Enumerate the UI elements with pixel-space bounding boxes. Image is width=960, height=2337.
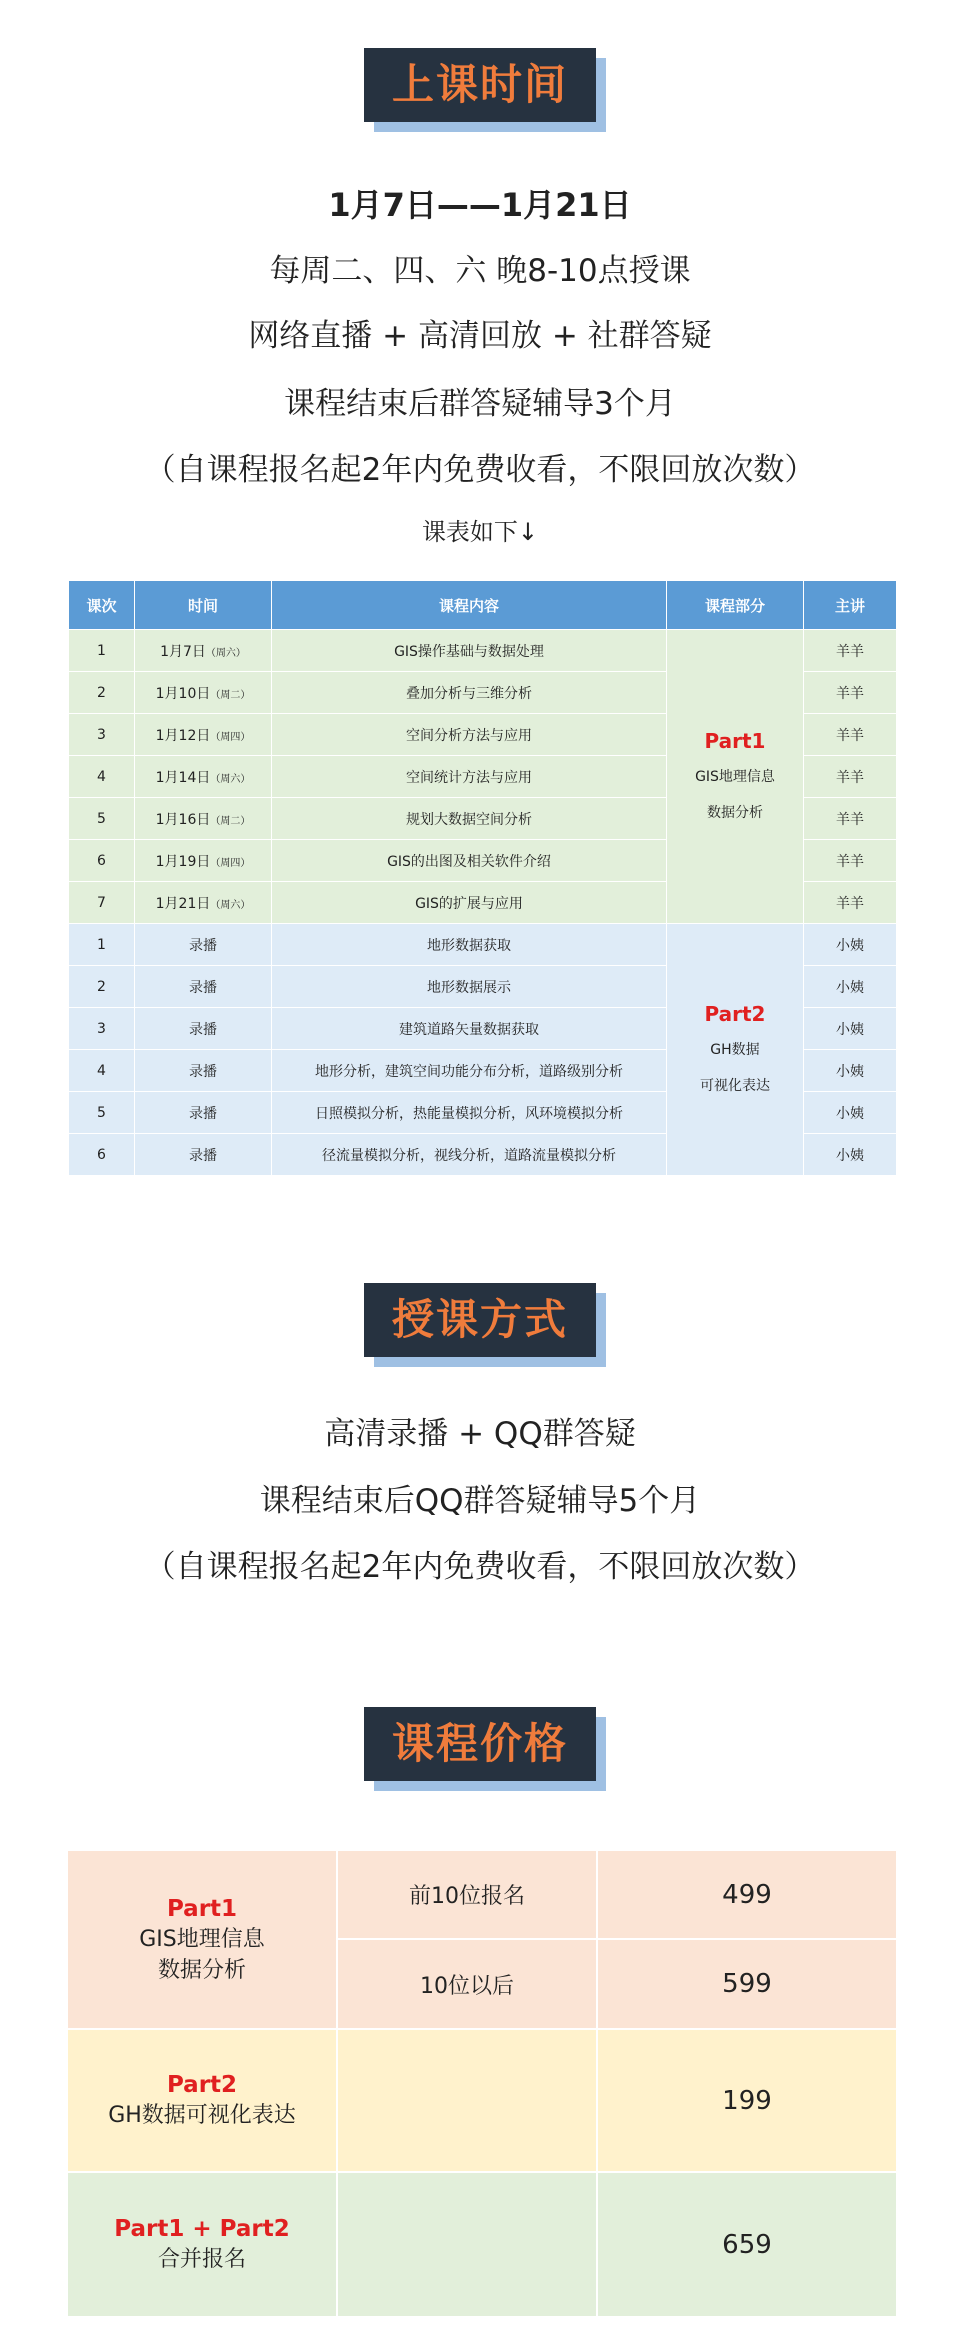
- cell-no: 5: [69, 1092, 135, 1134]
- part2-cell: [667, 924, 804, 1176]
- weekday-text: （周二）: [210, 815, 251, 827]
- cell-no: 5: [69, 798, 135, 840]
- price-option-empty: [338, 2173, 596, 2316]
- cell-teacher: 小姨: [804, 1092, 897, 1134]
- cell-content: 地形数据展示: [272, 966, 667, 1008]
- cell-teacher: 羊羊: [804, 714, 897, 756]
- part-sub: GH数据可视化表达: [108, 2103, 296, 2128]
- cell-no: 2: [69, 672, 135, 714]
- price-table: [68, 1851, 896, 2316]
- price-option: 前10位报名: [338, 1851, 596, 1938]
- cell-date: [135, 798, 272, 840]
- weekday-text: （周四）: [210, 857, 251, 869]
- cell-content: 日照模拟分析，热能量模拟分析，风环境模拟分析: [272, 1092, 667, 1134]
- cell-content: 空间分析方法与应用: [272, 714, 667, 756]
- cell-content: 径流量模拟分析，视线分析，道路流量模拟分析: [272, 1134, 667, 1176]
- cell-date: [135, 630, 272, 672]
- date-text: 1月12日: [155, 727, 211, 744]
- table-row: [69, 924, 897, 966]
- section-title-schedule: [364, 48, 596, 122]
- cell-date: [135, 882, 272, 924]
- weekday-text: （周六）: [210, 899, 251, 911]
- cell-no: 1: [69, 630, 135, 672]
- cell-no: 1: [69, 924, 135, 966]
- cell-content: 地形数据获取: [272, 924, 667, 966]
- section-title-text: 授课方式: [364, 1283, 596, 1357]
- table-intro: 课表如下↓: [421, 518, 539, 546]
- part-sub: 合并报名: [157, 2247, 246, 2272]
- weekday-text: （周六）: [210, 773, 251, 785]
- weekday-text: （周四）: [210, 731, 251, 743]
- col-header: 时间: [135, 581, 272, 630]
- method-line: 高清录播 + QQ群答疑: [324, 1416, 636, 1452]
- method-support-line: 课程结束后QQ群答疑辅导5个月: [259, 1483, 701, 1519]
- price-value: 599: [598, 1940, 896, 2028]
- price-option: 10位以后: [338, 1940, 596, 2028]
- cell-no: 3: [69, 1008, 135, 1050]
- cell-teacher: 羊羊: [804, 756, 897, 798]
- price-value: 199: [598, 2030, 896, 2171]
- part-name: Part1: [166, 1895, 238, 1922]
- cell-content: 地形分析，建筑空间功能分布分析，道路级别分析: [272, 1050, 667, 1092]
- part-sub: 数据分析: [157, 1957, 246, 1983]
- cell-no: 6: [69, 840, 135, 882]
- part-name: Part2: [166, 2072, 238, 2098]
- schedule-table: [68, 580, 897, 1176]
- price-option-empty: [338, 2030, 596, 2171]
- cell-date: [135, 756, 272, 798]
- cell-teacher: 小姨: [804, 1008, 897, 1050]
- cell-teacher: 小姨: [804, 966, 897, 1008]
- part-sub: GH数据: [710, 1041, 760, 1058]
- cell-no: 6: [69, 1134, 135, 1176]
- price-combined-label: [68, 2173, 336, 2316]
- part-sub: GIS地理信息: [139, 1926, 265, 1952]
- date-text: 1月7日: [160, 643, 206, 660]
- cell-content: 空间统计方法与应用: [272, 756, 667, 798]
- section-title-text: 上课时间: [364, 48, 596, 122]
- section-title-text: 课程价格: [364, 1707, 596, 1781]
- cell-no: 2: [69, 966, 135, 1008]
- cell-date: 录播: [135, 1008, 272, 1050]
- date-text: 1月19日: [155, 853, 211, 870]
- cell-no: 4: [69, 1050, 135, 1092]
- cell-teacher: 羊羊: [804, 630, 897, 672]
- col-header: 课程内容: [272, 581, 667, 630]
- cell-teacher: 羊羊: [804, 882, 897, 924]
- part1-cell: [667, 630, 804, 924]
- date-range: 1月7日——1月21日: [328, 186, 632, 224]
- date-text: 1月10日: [155, 685, 211, 702]
- cell-no: 7: [69, 882, 135, 924]
- delivery-line: 网络直播 + 高清回放 + 社群答疑: [248, 318, 712, 354]
- access-note: （自课程报名起2年内免费收看，不限回放次数）: [144, 452, 816, 488]
- date-text: 1月16日: [155, 811, 211, 828]
- part-sub: 数据分析: [707, 804, 763, 821]
- cell-date: 录播: [135, 1050, 272, 1092]
- cell-content: GIS的扩展与应用: [272, 882, 667, 924]
- weekday-text: （周二）: [210, 689, 251, 701]
- cell-date: 录播: [135, 924, 272, 966]
- cell-teacher: 羊羊: [804, 840, 897, 882]
- schedule-line: 每周二、四、六 晚8-10点授课: [269, 253, 691, 289]
- table-row: [69, 630, 897, 672]
- cell-content: GIS的出图及相关软件介绍: [272, 840, 667, 882]
- date-text: 1月21日: [155, 895, 211, 912]
- col-header: 课程部分: [667, 581, 804, 630]
- cell-date: 录播: [135, 1134, 272, 1176]
- price-value: 499: [598, 1851, 896, 1938]
- cell-teacher: 羊羊: [804, 672, 897, 714]
- table-header-row: [69, 581, 897, 630]
- support-line: 课程结束后群答疑辅导3个月: [284, 386, 676, 422]
- method-access-note: （自课程报名起2年内免费收看，不限回放次数）: [144, 1549, 816, 1585]
- part-sub: GIS地理信息: [695, 768, 775, 785]
- price-part1-label: [68, 1851, 336, 2028]
- cell-teacher: 小姨: [804, 924, 897, 966]
- price-part2-label: [68, 2030, 336, 2171]
- col-header: 主讲: [804, 581, 897, 630]
- date-text: 1月14日: [155, 769, 211, 786]
- weekday-text: （周六）: [205, 647, 246, 659]
- cell-content: 建筑道路矢量数据获取: [272, 1008, 667, 1050]
- cell-date: 录播: [135, 1092, 272, 1134]
- cell-teacher: 小姨: [804, 1050, 897, 1092]
- cell-content: GIS操作基础与数据处理: [272, 630, 667, 672]
- cell-date: [135, 714, 272, 756]
- price-value: 659: [598, 2173, 896, 2316]
- part-sub: 可视化表达: [700, 1077, 770, 1094]
- cell-no: 3: [69, 714, 135, 756]
- cell-date: 录播: [135, 966, 272, 1008]
- cell-date: [135, 672, 272, 714]
- cell-date: [135, 840, 272, 882]
- cell-content: 规划大数据空间分析: [272, 798, 667, 840]
- part-name: Part2: [704, 1001, 766, 1026]
- cell-teacher: 小姨: [804, 1134, 897, 1176]
- part-name: Part1 + Part2: [114, 2216, 290, 2242]
- cell-no: 4: [69, 756, 135, 798]
- cell-content: 叠加分析与三维分析: [272, 672, 667, 714]
- section-title-method: [364, 1283, 596, 1357]
- part-name: Part1: [704, 728, 766, 753]
- section-title-price: [364, 1707, 596, 1781]
- cell-teacher: 羊羊: [804, 798, 897, 840]
- col-header: 课次: [69, 581, 135, 630]
